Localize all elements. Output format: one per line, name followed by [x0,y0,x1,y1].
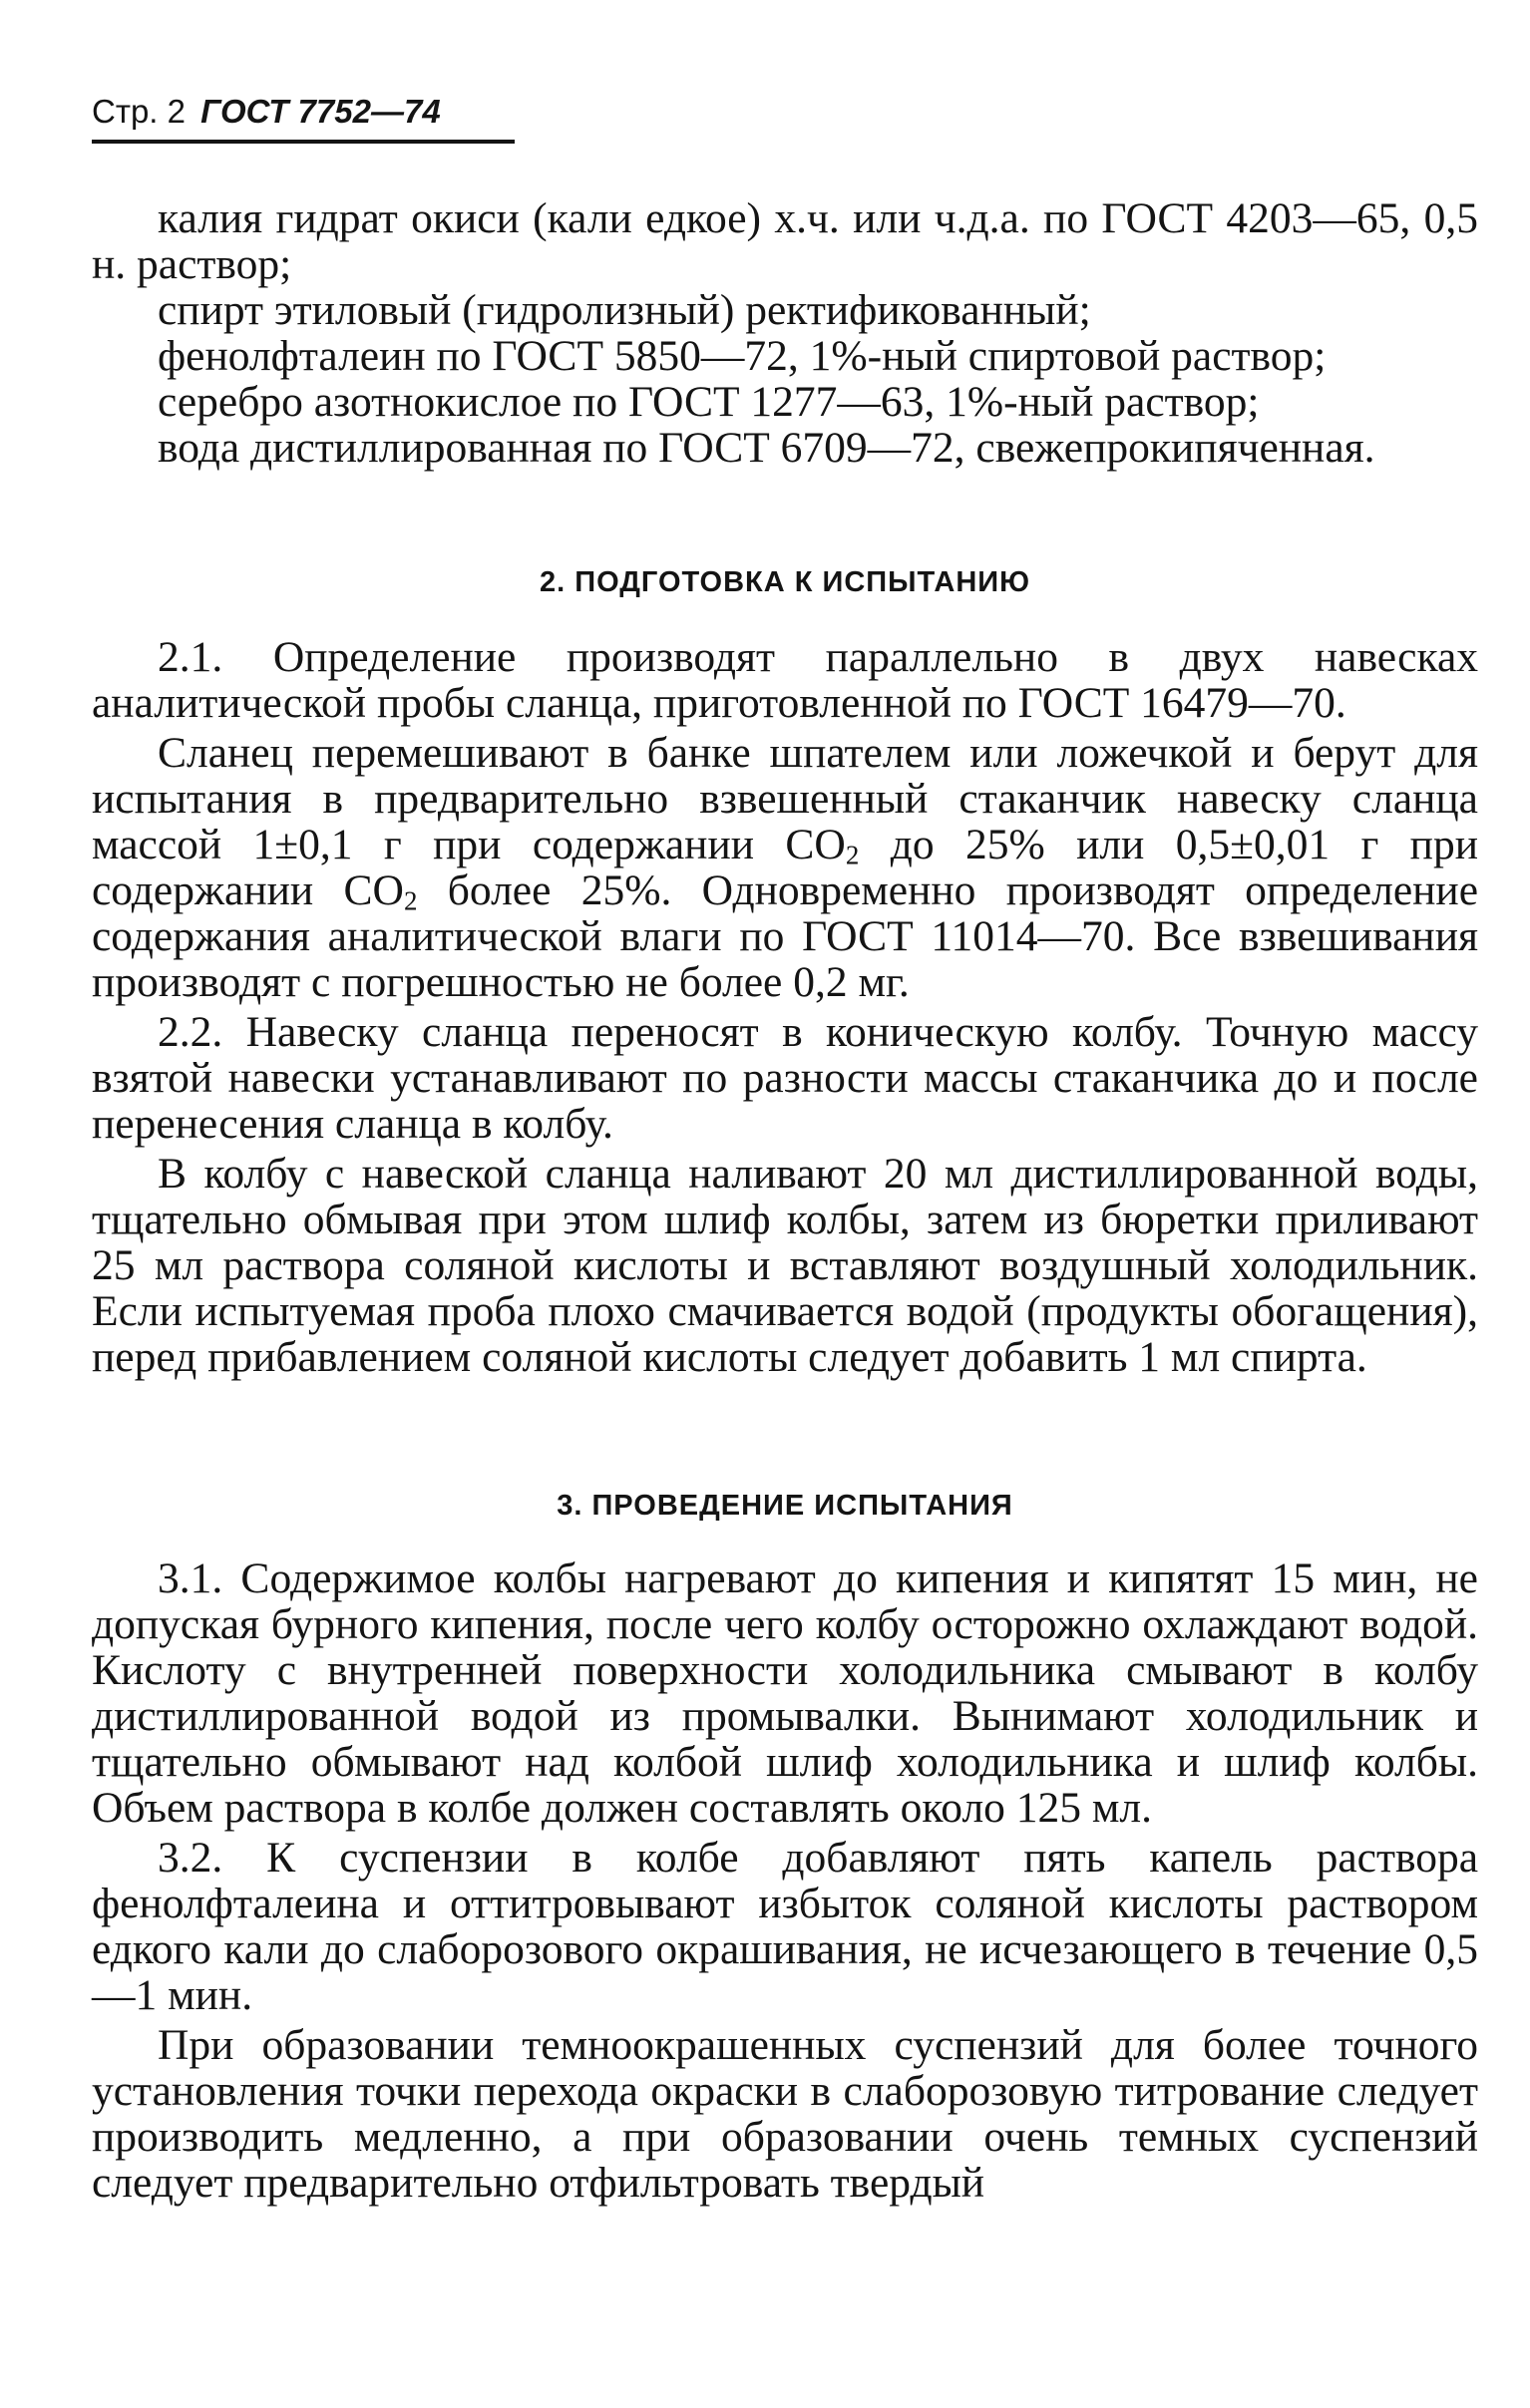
paragraph-2-1: 2.1. Определение производят параллельно в двух навесках аналитической пробы сланца, приготовленной по ГОСТ 16479—70. [92,633,1478,727]
reagent-item: фенолфталеин по ГОСТ 5850—72, 1%-ный спиртовой раствор; [158,332,1327,380]
paragraph-2-2-cont: В колбу с навеской сланца наливают 20 мл дистиллированной воды, тщательно обмывая при этом шлиф колбы, затем из бюретки приливают 25 мл раствора соляной кислоты и вставляют воздушный холодильник. Если испытуемая проба плохо смачивается водой (продукты обогащения), перед прибавлением соляной кислоты следует добавить 1 мл спирта. [92,1150,1478,1381]
paragraph-3-2-cont: При образовании темноокрашенных суспензий для более точного установления точки перехода окраски в слаборозовую титрование следует производить медленно, а при образовании очень темных суспензий следует предварительно отфильтровать твердый [92,2021,1478,2207]
paragraph-2-2: 2.2. Навеску сланца переносят в коническую колбу. Точную массу взятой навески устанавливают по разности массы стаканчика до и после перенесения сланца в колбу. [92,1008,1478,1148]
subscript: 2 [845,840,860,870]
paragraph-text: Сланец перемешивают в банке шпателем или ложечкой и берут для испытания в предварительно взвешенный стаканчик навеску сланца массой 1±0,1 г при содержании CO [92,729,1478,868]
reagent-item: вода дистиллированная по ГОСТ 6709—72, свежепрокипяченная. [158,424,1375,472]
reagent-item: калия гидрат окиси (кали едкое) х.ч. или ч.д.а. по ГОСТ 4203—65, 0,5 н. раствор; [92,194,1478,288]
section-3-title: 3. ПРОВЕДЕНИЕ ИСПЫТАНИЯ [557,1490,1013,1522]
standard-number: ГОСТ 7752—74 [200,93,441,130]
section-2-title: 2. ПОДГОТОВКА К ИСПЫТАНИЮ [539,566,1031,598]
paragraph-3-1: 3.1. Содержимое колбы нагревают до кипения и кипятят 15 мин, не допуская бурного кипения, после чего колбу осторожно охлаждают водой. Кислоту с внутренней поверхности холодильника смывают в колбу дистиллированной водой из промывалки. Вынимают холодильник и тщательно обмывают над колбой шлиф холодильника и шлиф колбы. Объем раствора в колбе должен составлять около 125 мл. [92,1554,1478,1832]
header-rule [92,140,515,144]
paragraph-3-2: 3.2. К суспензии в колбе добавляют пять капель раствора фенолфталеина и оттитровывают избыток соляной кислоты раствором едкого кали до слаборозового окрашивания, не исчезающего в течение 0,5—1 мин. [92,1834,1478,2019]
paragraph-text: более 25%. Одновременно производят определение содержания аналитической влаги по ГОСТ 11014—70. Все взвешивания производят с погрешностью не более 0,2 мг. [92,866,1479,1006]
page-header [92,92,441,132]
section-3-body [92,1555,1478,2206]
paragraph-text: до 25% или 0,5±0,01 г при содержании CO [92,821,1478,914]
reagent-list [92,195,1478,471]
section-2-body [92,634,1478,1380]
reagent-item: спирт этиловый (гидролизный) ректификованный; [158,286,1091,334]
reagent-item: серебро азотнокислое по ГОСТ 1277—63, 1%-ный раствор; [158,378,1260,426]
subscript: 2 [403,885,418,916]
page-number-label: Стр. 2 [92,93,186,130]
paragraph-2-1-cont [92,730,1478,1005]
